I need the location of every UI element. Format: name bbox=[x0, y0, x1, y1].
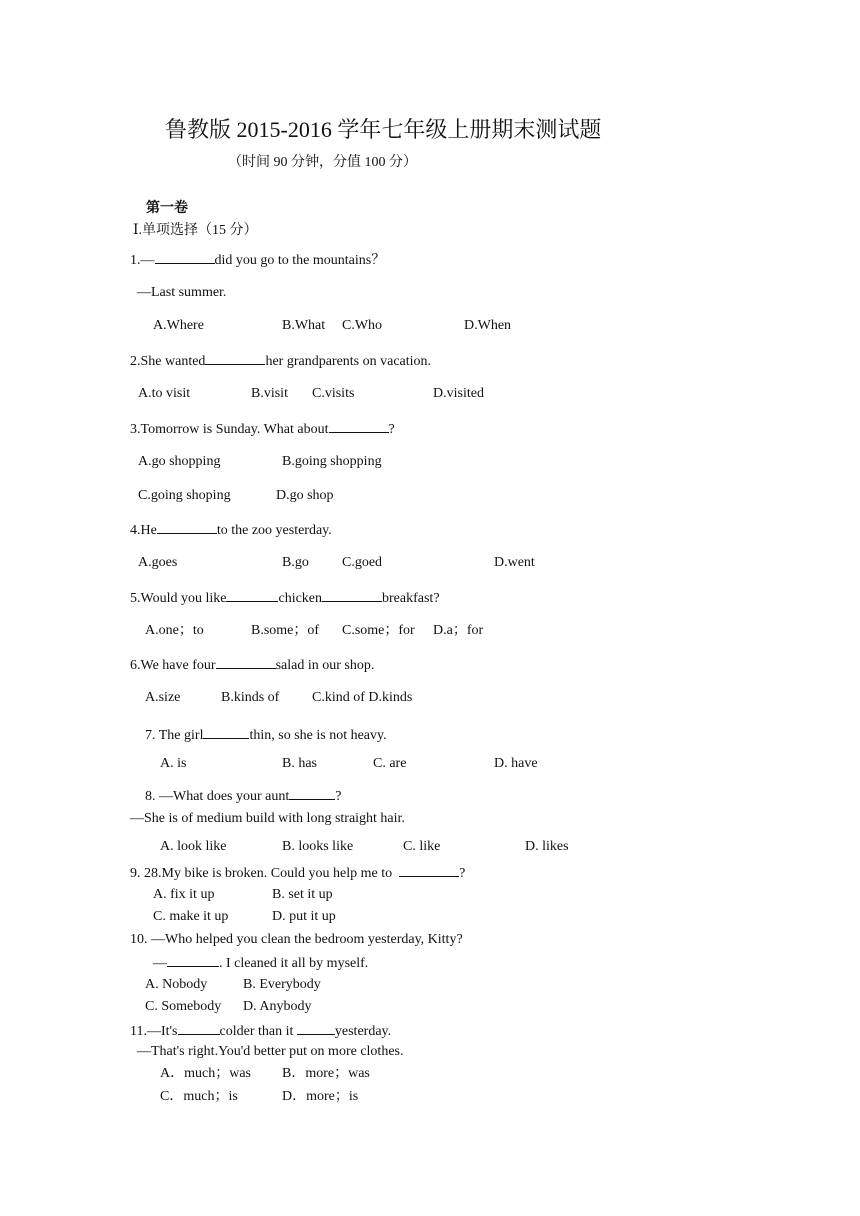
q11-reply: —That's right.You'd better put on more clothes. bbox=[137, 1044, 404, 1059]
option-c: C.goed bbox=[342, 555, 383, 570]
option-d: D. put it up bbox=[272, 909, 336, 924]
answer-blank bbox=[167, 953, 219, 967]
option-d: D.went bbox=[494, 555, 535, 570]
option-b: B. set it up bbox=[272, 887, 333, 902]
q3-stem-end: ? bbox=[388, 422, 395, 437]
answer-blank bbox=[226, 588, 278, 602]
q1-stem-end: did you go to the mountains？ bbox=[214, 253, 386, 268]
option-d: D. likes bbox=[525, 839, 569, 854]
option-b: B.going shopping bbox=[282, 454, 382, 469]
option-d: D.visited bbox=[433, 386, 484, 401]
option-c-d: C.kind of D.kinds bbox=[312, 690, 413, 705]
answer-blank bbox=[178, 1021, 220, 1035]
option-b: B.go bbox=[282, 555, 309, 570]
page-subtitle: （时间 90 分钟，分值 100 分） bbox=[228, 155, 417, 170]
option-d: D.go shop bbox=[276, 488, 334, 503]
q7-stem-end: thin, so she is not heavy. bbox=[249, 728, 387, 743]
option-a: A. fix it up bbox=[153, 887, 215, 902]
option-c: C. are bbox=[373, 756, 407, 771]
question-9 bbox=[130, 863, 465, 883]
option-c: C.going shoping bbox=[138, 488, 231, 503]
answer-blank bbox=[329, 419, 389, 433]
q8-stem-start: 8. —What does your aunt bbox=[145, 789, 290, 804]
q2-stem-start: 2.She wanted bbox=[130, 354, 206, 369]
answer-blank bbox=[155, 250, 215, 264]
option-c: C.Who bbox=[342, 318, 383, 333]
q10-reply-end: . I cleaned it all by myself. bbox=[219, 956, 369, 971]
option-a: A.go shopping bbox=[138, 454, 221, 469]
q8-stem-end: ? bbox=[335, 789, 342, 804]
option-b: B. Everybody bbox=[243, 977, 321, 992]
option-a: A. look like bbox=[160, 839, 227, 854]
q6-stem-end: salad in our shop. bbox=[275, 658, 375, 673]
answer-blank bbox=[216, 655, 276, 669]
answer-blank bbox=[297, 1021, 335, 1035]
option-c: C. Somebody bbox=[145, 999, 222, 1014]
option-a: A．much；was bbox=[160, 1066, 251, 1081]
q9-stem-start: 9. 28.My bike is broken. Could you help me to bbox=[130, 866, 400, 881]
option-a: A.Where bbox=[153, 318, 204, 333]
option-c: C. make it up bbox=[153, 909, 229, 924]
option-d: D. Anybody bbox=[243, 999, 312, 1014]
q3-stem-start: 3.Tomorrow is Sunday. What about bbox=[130, 422, 329, 437]
option-b: B.kinds of bbox=[221, 690, 280, 705]
option-a: A. is bbox=[160, 756, 187, 771]
answer-blank bbox=[322, 588, 382, 602]
question-2 bbox=[130, 351, 431, 371]
option-a: A.to visit bbox=[138, 386, 191, 401]
question-7 bbox=[145, 725, 387, 745]
answer-blank bbox=[203, 725, 249, 739]
question-8 bbox=[145, 786, 341, 806]
option-c: C．much；is bbox=[160, 1089, 238, 1104]
option-d: D.When bbox=[464, 318, 512, 333]
option-d: D．more；is bbox=[282, 1089, 359, 1104]
answer-blank bbox=[289, 786, 335, 800]
question-6 bbox=[130, 655, 374, 675]
option-b: B. looks like bbox=[282, 839, 354, 854]
option-d: D. have bbox=[494, 756, 538, 771]
volume-heading: 第一卷 bbox=[146, 201, 188, 216]
q1-stem-start: 1.— bbox=[130, 253, 155, 268]
q9-stem-end: ? bbox=[459, 866, 466, 881]
question-3 bbox=[130, 419, 395, 439]
question-1 bbox=[130, 250, 385, 270]
q11-stem-mid: colder than it bbox=[219, 1024, 297, 1039]
answer-blank bbox=[205, 351, 265, 365]
q5-stem-mid: chicken bbox=[278, 591, 323, 606]
q8-reply: —She is of medium build with long straight hair. bbox=[130, 811, 405, 826]
option-b: B．more；was bbox=[282, 1066, 370, 1081]
option-b: B.What bbox=[282, 318, 326, 333]
question-11 bbox=[130, 1021, 391, 1041]
q4-stem-end: to the zoo yesterday. bbox=[216, 523, 332, 538]
option-b: B.some；of bbox=[251, 623, 320, 638]
q10-reply bbox=[153, 953, 368, 973]
option-a: A. Nobody bbox=[145, 977, 208, 992]
q1-reply: —Last summer. bbox=[137, 285, 227, 300]
q4-stem-start: 4.He bbox=[130, 523, 157, 538]
option-c: C.visits bbox=[312, 386, 355, 401]
option-c: C.some；for bbox=[342, 623, 415, 638]
q5-stem-start: 5.Would you like bbox=[130, 591, 227, 606]
q5-stem-end: breakfast? bbox=[382, 591, 440, 606]
question-5 bbox=[130, 588, 440, 608]
option-a: A.size bbox=[145, 690, 181, 705]
answer-blank bbox=[157, 520, 217, 534]
q11-stem-end: yesterday. bbox=[334, 1024, 392, 1039]
page-title: 鲁教版 2015-2016 学年七年级上册期末测试题 bbox=[165, 117, 602, 142]
option-d: D.a；for bbox=[433, 623, 484, 638]
q2-stem-end: her grandparents on vacation. bbox=[265, 354, 432, 369]
option-a: A.one；to bbox=[145, 623, 204, 638]
q7-stem-start: 7. The girl bbox=[145, 728, 204, 743]
answer-blank bbox=[399, 863, 459, 877]
option-b: B.visit bbox=[251, 386, 288, 401]
question-4 bbox=[130, 520, 332, 540]
question-10: 10. —Who helped you clean the bedroom yesterday, Kitty? bbox=[130, 932, 463, 947]
option-a: A.goes bbox=[138, 555, 178, 570]
section-heading: Ⅰ.单项选择（15 分） bbox=[133, 223, 258, 238]
q10-reply-start: — bbox=[153, 956, 167, 971]
q11-stem-start: 11.—It's bbox=[130, 1024, 178, 1039]
option-b: B. has bbox=[282, 756, 317, 771]
option-c: C. like bbox=[403, 839, 441, 854]
q6-stem-start: 6.We have four bbox=[130, 658, 216, 673]
